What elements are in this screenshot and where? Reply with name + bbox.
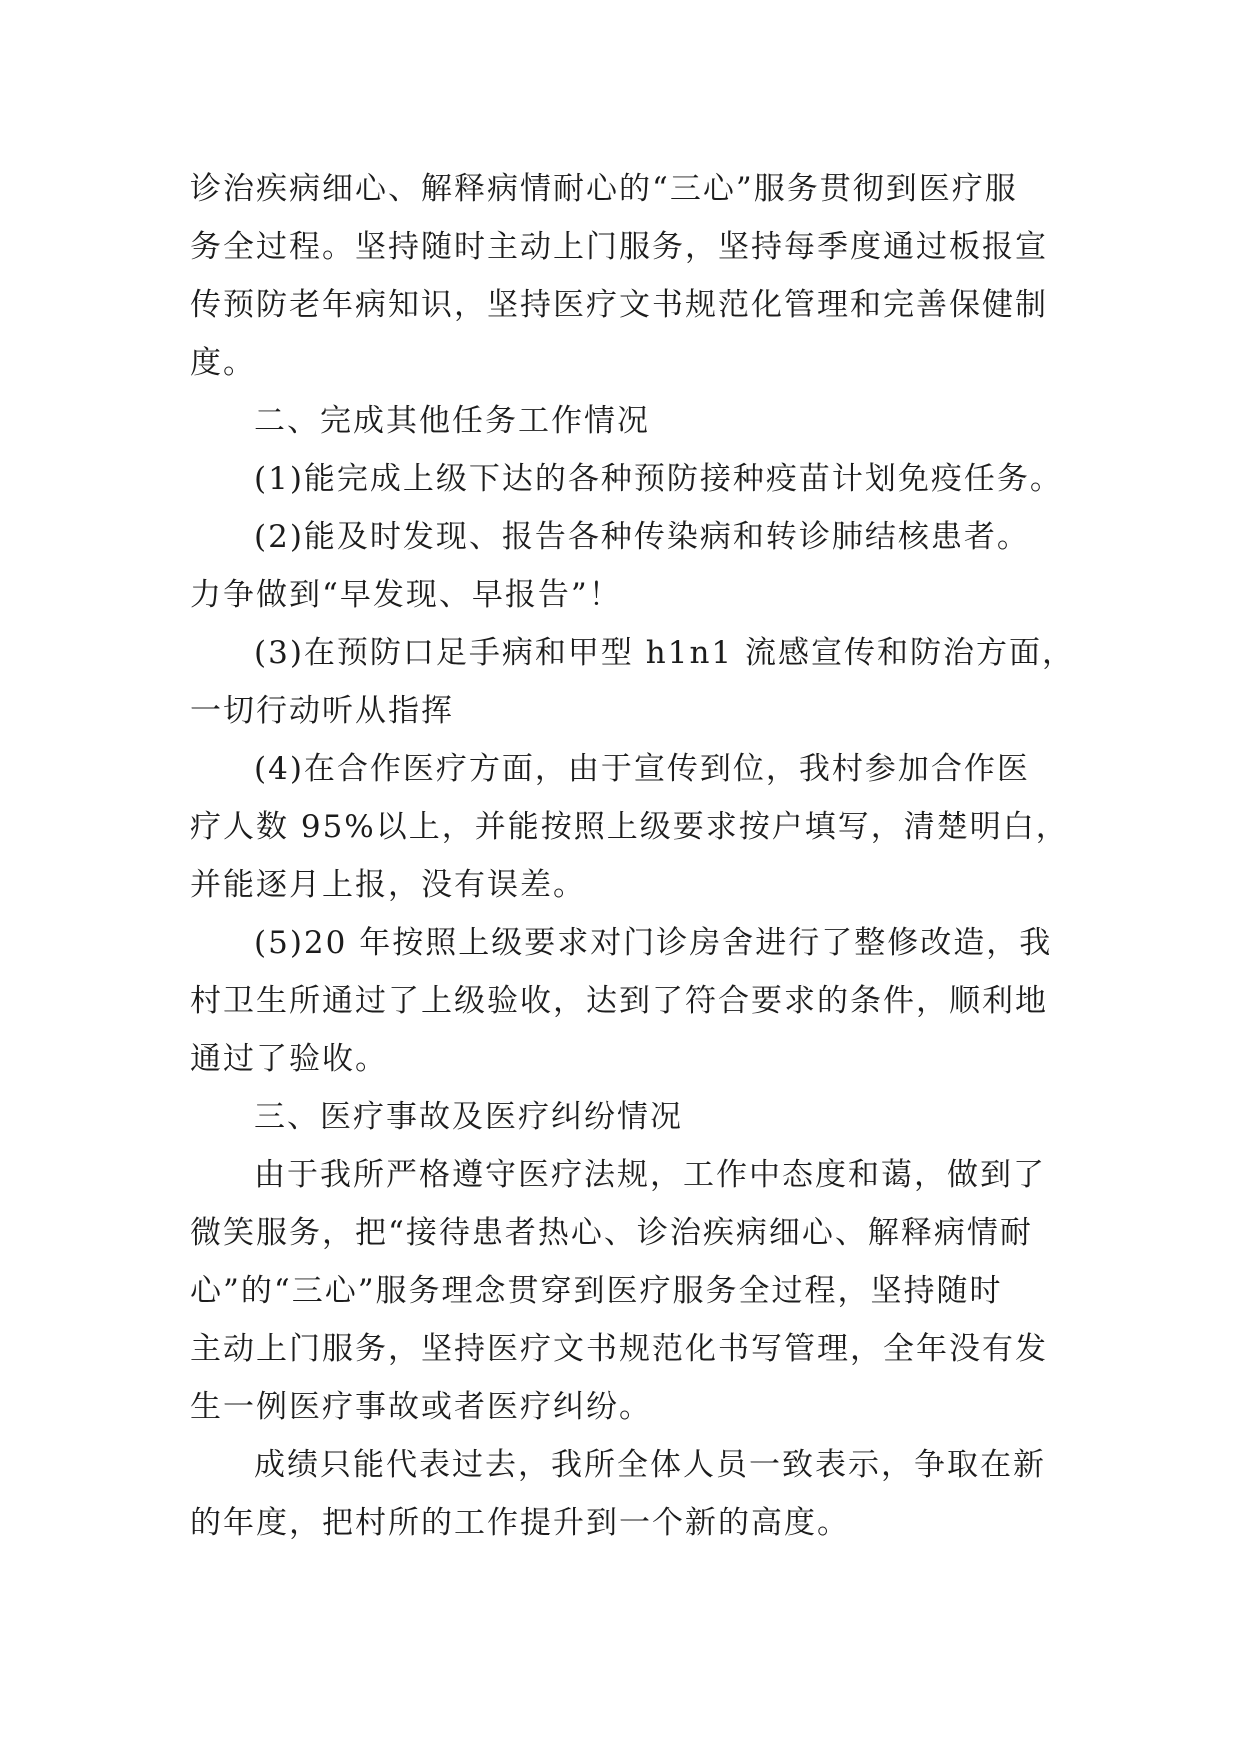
text-line: 疗人数 95%以上，并能按照上级要求按户填写，清楚明白，: [190, 809, 1069, 845]
document-body: [190, 160, 1075, 1552]
text-line: (1)能完成上级下达的各种预防接种疫苗计划免疫任务。: [254, 461, 1063, 497]
text-line: 并能逐月上报，没有误差。: [190, 867, 586, 903]
text-line: (4)在合作医疗方面，由于宣传到位，我村参加合作医: [254, 751, 1030, 787]
text-line: 通过了验收。: [190, 1041, 388, 1077]
text-line: 微笑服务，把“接待患者热心、诊治疾病细心、解释病情耐: [190, 1215, 1033, 1251]
text-line: 务全过程。坚持随时主动上门服务，坚持每季度通过板报宣: [190, 229, 1048, 265]
text-line: 成绩只能代表过去，我所全体人员一致表示，争取在新: [254, 1447, 1046, 1483]
text-line: 二、完成其他任务工作情况: [254, 403, 650, 439]
text-line: (2)能及时发现、报告各种传染病和转诊肺结核患者。: [254, 519, 1030, 555]
text-line: 主动上门服务，坚持医疗文书规范化书写管理，全年没有发: [190, 1331, 1048, 1367]
text-line: 传预防老年病知识，坚持医疗文书规范化管理和完善保健制: [190, 287, 1048, 323]
text-line: 由于我所严格遵守医疗法规，工作中态度和蔼，做到了: [254, 1157, 1046, 1193]
text-line: 诊治疾病细心、解释病情耐心的“三心”服务贯彻到医疗服: [190, 171, 1018, 207]
text-line: 心”的“三心”服务理念贯穿到医疗服务全过程，坚持随时: [190, 1273, 1003, 1309]
text-line: 生一例医疗事故或者医疗纠纷。: [190, 1389, 652, 1425]
text-line: (5)20 年按照上级要求对门诊房舍进行了整修改造，我: [254, 925, 1053, 961]
text-line: 三、医疗事故及医疗纠纷情况: [254, 1099, 683, 1135]
text-line: (3)在预防口足手病和甲型 h1n1 流感宣传和防治方面，: [254, 635, 1075, 671]
text-line: 一切行动听从指挥: [190, 693, 454, 729]
text-line: 力争做到“早发现、早报告”！: [190, 577, 622, 613]
text-line: 的年度，把村所的工作提升到一个新的高度。: [190, 1505, 850, 1541]
text-line: 度。: [190, 345, 256, 381]
text-line: 村卫生所通过了上级验收，达到了符合要求的条件，顺利地: [190, 983, 1048, 1019]
